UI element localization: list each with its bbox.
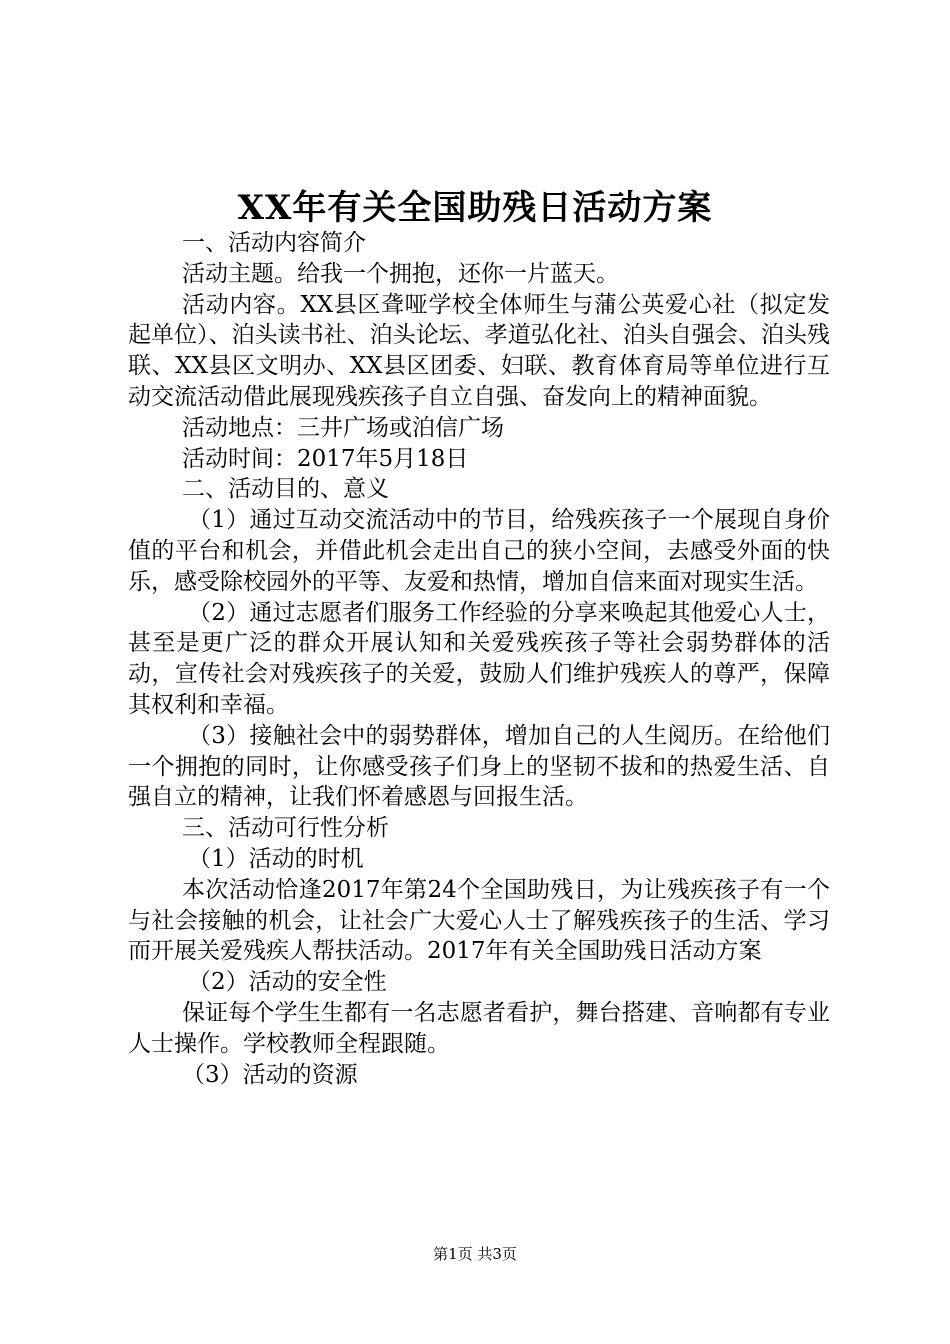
paragraph-theme: 活动主题。给我一个拥抱，还你一片蓝天。 [182, 260, 619, 287]
paragraph-purpose-3: （3）接触社会中的弱势群体，增加自己的人生阅历。在给他们一个拥抱的同时，让你感受孩子们身上的坚韧不拔和的热爱生活、自强自立的精神，让我们怀着感恩与回报生活。 [128, 722, 830, 811]
subheading-safety: （2）活动的安全性 [188, 969, 387, 996]
subheading-resources: （3）活动的资源 [182, 1061, 358, 1088]
section-heading-2: 二、活动目的、意义 [182, 476, 389, 503]
page-number-footer: 第1页 共3页 [433, 1245, 517, 1263]
paragraph-time: 活动时间：2017年5月18日 [182, 445, 469, 472]
paragraph-content: 活动内容。XX县区聋哑学校全体师生与蒲公英爱心社（拟定发起单位）、泊头读书社、泊头论坛、孝道弘化社、泊头自强会、泊头残联、XX县区文明办、XX县区团委、妇联、教育体育局等单位进行互动交流活动借此展现残疾孩子自立自强、奋发向上的精神面貌。 [128, 291, 830, 410]
paragraph-purpose-2: （2）通过志愿者们服务工作经验的分享来唤起其他爱心人士，甚至是更广泛的群众开展认知和关爱残疾孩子等社会弱势群体的活动，宣传社会对残疾孩子的关爱，鼓励人们维护残疾人的尊严，保障其权利和幸福。 [128, 599, 830, 718]
document-title: XX年有关全国助残日活动方案 [237, 188, 713, 228]
section-heading-1: 一、活动内容简介 [182, 230, 366, 256]
subheading-timing: （1）活动的时机 [188, 845, 364, 872]
paragraph-location: 活动地点：三井广场或泊信广场 [182, 414, 504, 441]
paragraph-timing: 本次活动恰逢2017年第24个全国助残日，为让残疾孩子有一个与社会接触的机会，让社会广大爱心人士了解残疾孩子的生活、学习而开展关爱残疾人帮扶活动。2017年有关全国助残日活动方案 [128, 876, 830, 965]
paragraph-safety: 保证每个学生生都有一名志愿者看护，舞台搭建、音响都有专业人士操作。学校教师全程跟随。 [128, 999, 830, 1057]
section-heading-3: 三、活动可行性分析 [182, 815, 389, 842]
document-body [128, 228, 830, 1090]
paragraph-purpose-1: （1）通过互动交流活动中的节目，给残疾孩子一个展现自身价值的平台和机会，并借此机会走出自己的狭小空间，去感受外面的快乐，感受除校园外的平等、友爱和热情，增加自信来面对现实生活。 [128, 507, 830, 595]
